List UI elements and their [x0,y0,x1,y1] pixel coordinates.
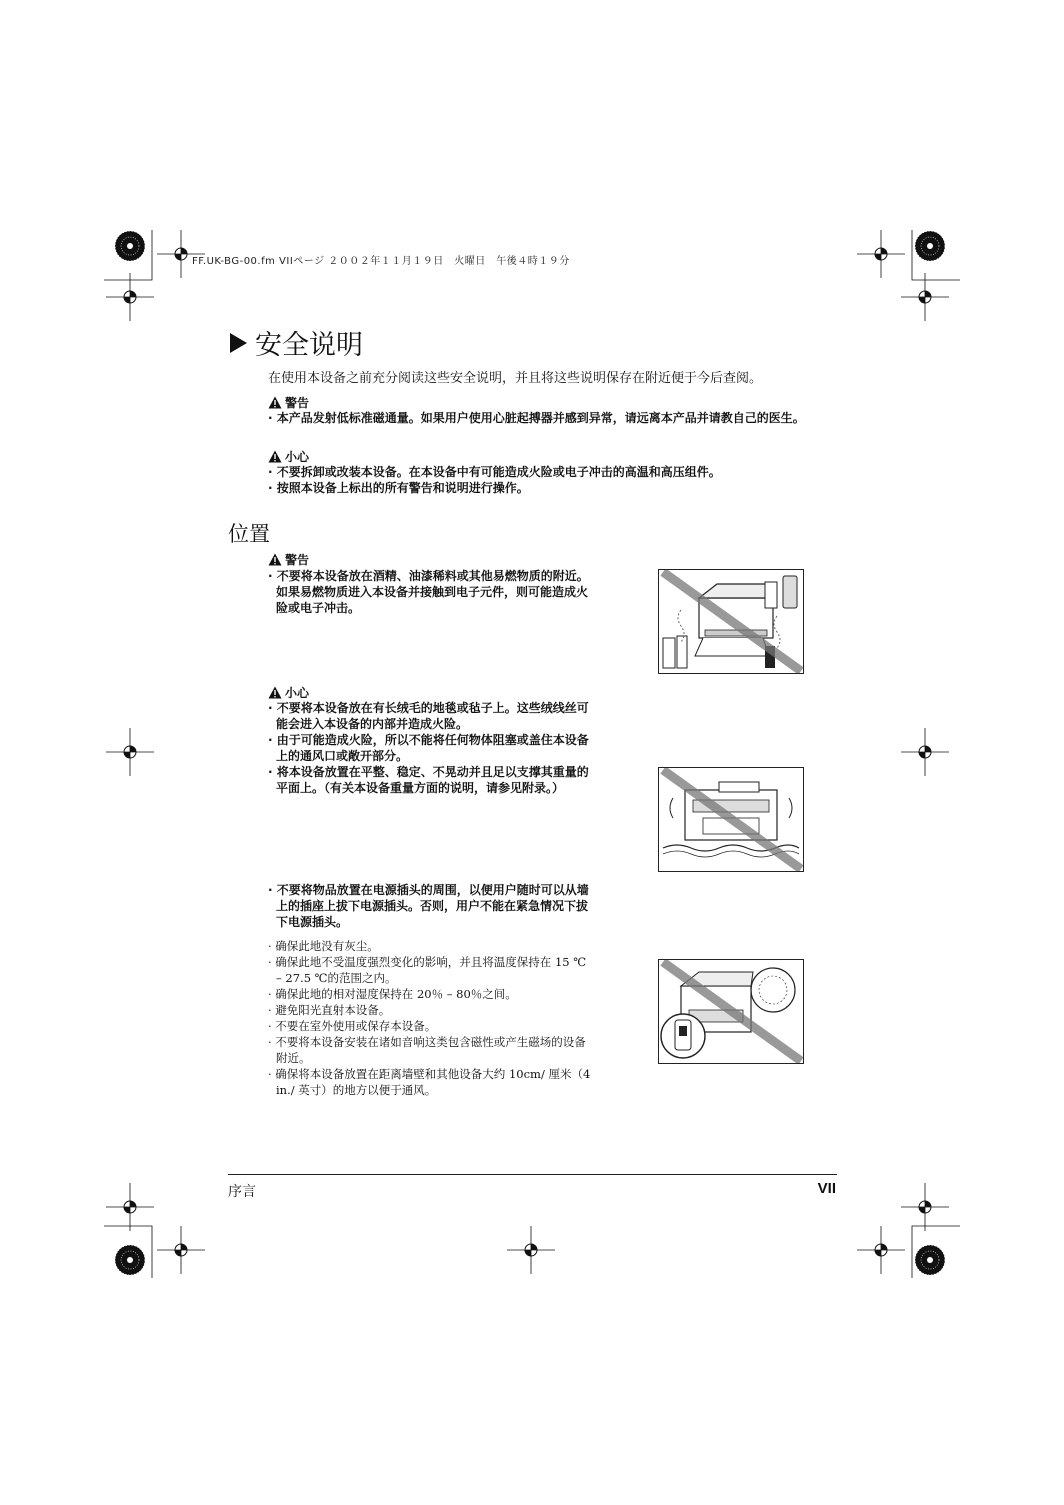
location-caution-list [268,700,594,796]
page-number: VII [817,1180,836,1197]
location-title: 位置 [228,522,270,546]
caution-label: 小心 [268,448,309,465]
warning-list [268,410,830,426]
list-item: · 按照本设备上标出的所有警告和说明进行操作。 [268,481,529,495]
power-plug-list [268,882,594,930]
warning-triangle-icon [268,396,282,409]
list-item: · 确保此地的相对湿度保持在 20％ – 80％之间。 [268,987,517,1001]
play-triangle-icon [230,333,247,353]
environment-list [268,938,594,1098]
sunlight-prohibited-illustration [658,959,804,1064]
list-item: · 将本设备放置在平整、稳定、不晃动并且足以支撑其重量的平面上。（有关本设备重量方面的说明，请参见附录。） [268,765,589,795]
footer-divider [228,1174,837,1175]
section-title-text: 安全说明 [255,330,363,361]
carpet-prohibited-illustration [658,767,804,872]
warning-triangle-icon [268,450,282,463]
list-item: · 确保此地不受温度强烈变化的影响，并且将温度保持在 15 ℃ – 27.5 ℃的范围之内。 [268,955,587,985]
list-item: · 不要在室外使用或保存本设备。 [268,1019,437,1033]
list-item: · 避免阳光直射本设备。 [268,1003,391,1017]
list-item: · 不要将本设备安装在诸如音响这类包含磁性或产生磁场的设备附近。 [268,1035,586,1065]
flammables-prohibited-illustration [658,569,804,674]
section-title [230,323,363,362]
list-item: · 不要将物品放置在电源插头的周围，以便用户随时可以从墙上的插座上拔下电源插头。否则，用户不能在紧急情况下拔下电源插头。 [268,883,589,929]
list-item: · 不要将本设备放在有长绒毛的地毯或毡子上。这些绒线丝可能会进入本设备的内部并造成火险。 [268,701,589,731]
list-item: · 确保此地没有灰尘。 [268,939,379,953]
list-item: · 本产品发射低标准磁通量。如果用户使用心脏起搏器并感到异常，请远离本产品并请教自己的医生。 [268,411,805,425]
list-item: · 确保将本设备放置在距离墙壁和其他设备大约 10cm/ 厘米（4 in./ 英寸）的地方以便于通风。 [268,1067,591,1097]
warning-triangle-icon [268,686,282,699]
warning-triangle-icon [268,553,282,566]
list-item: · 由于可能造成火险，所以不能将任何物体阻塞或盖住本设备上的通风口或敞开部分。 [268,733,589,763]
intro-text: 在使用本设备之前充分阅读这些安全说明，并且将这些说明保存在附近便于今后查阅。 [268,371,763,386]
warning-label: 警告 [268,394,309,411]
location-warning-label: 警告 [268,551,309,568]
list-item: · 不要拆卸或改装本设备。在本设备中有可能造成火险或电子冲击的高温和高压组件。 [268,465,721,479]
location-caution-label: 小心 [268,684,309,701]
caution-list [268,464,848,496]
print-header: FF.UK-BG-00.fm VIIページ ２００２年１１月１９日 火曜日 午後４時１９分 [192,256,570,267]
footer-section-name: 序言 [228,1184,256,1200]
location-warning-list [268,568,594,616]
list-item: · 不要将本设备放在酒精、油漆稀料或其他易燃物质的附近。如果易燃物质进入本设备并接触到电子元件，则可能造成火险或电子冲击。 [268,569,589,615]
